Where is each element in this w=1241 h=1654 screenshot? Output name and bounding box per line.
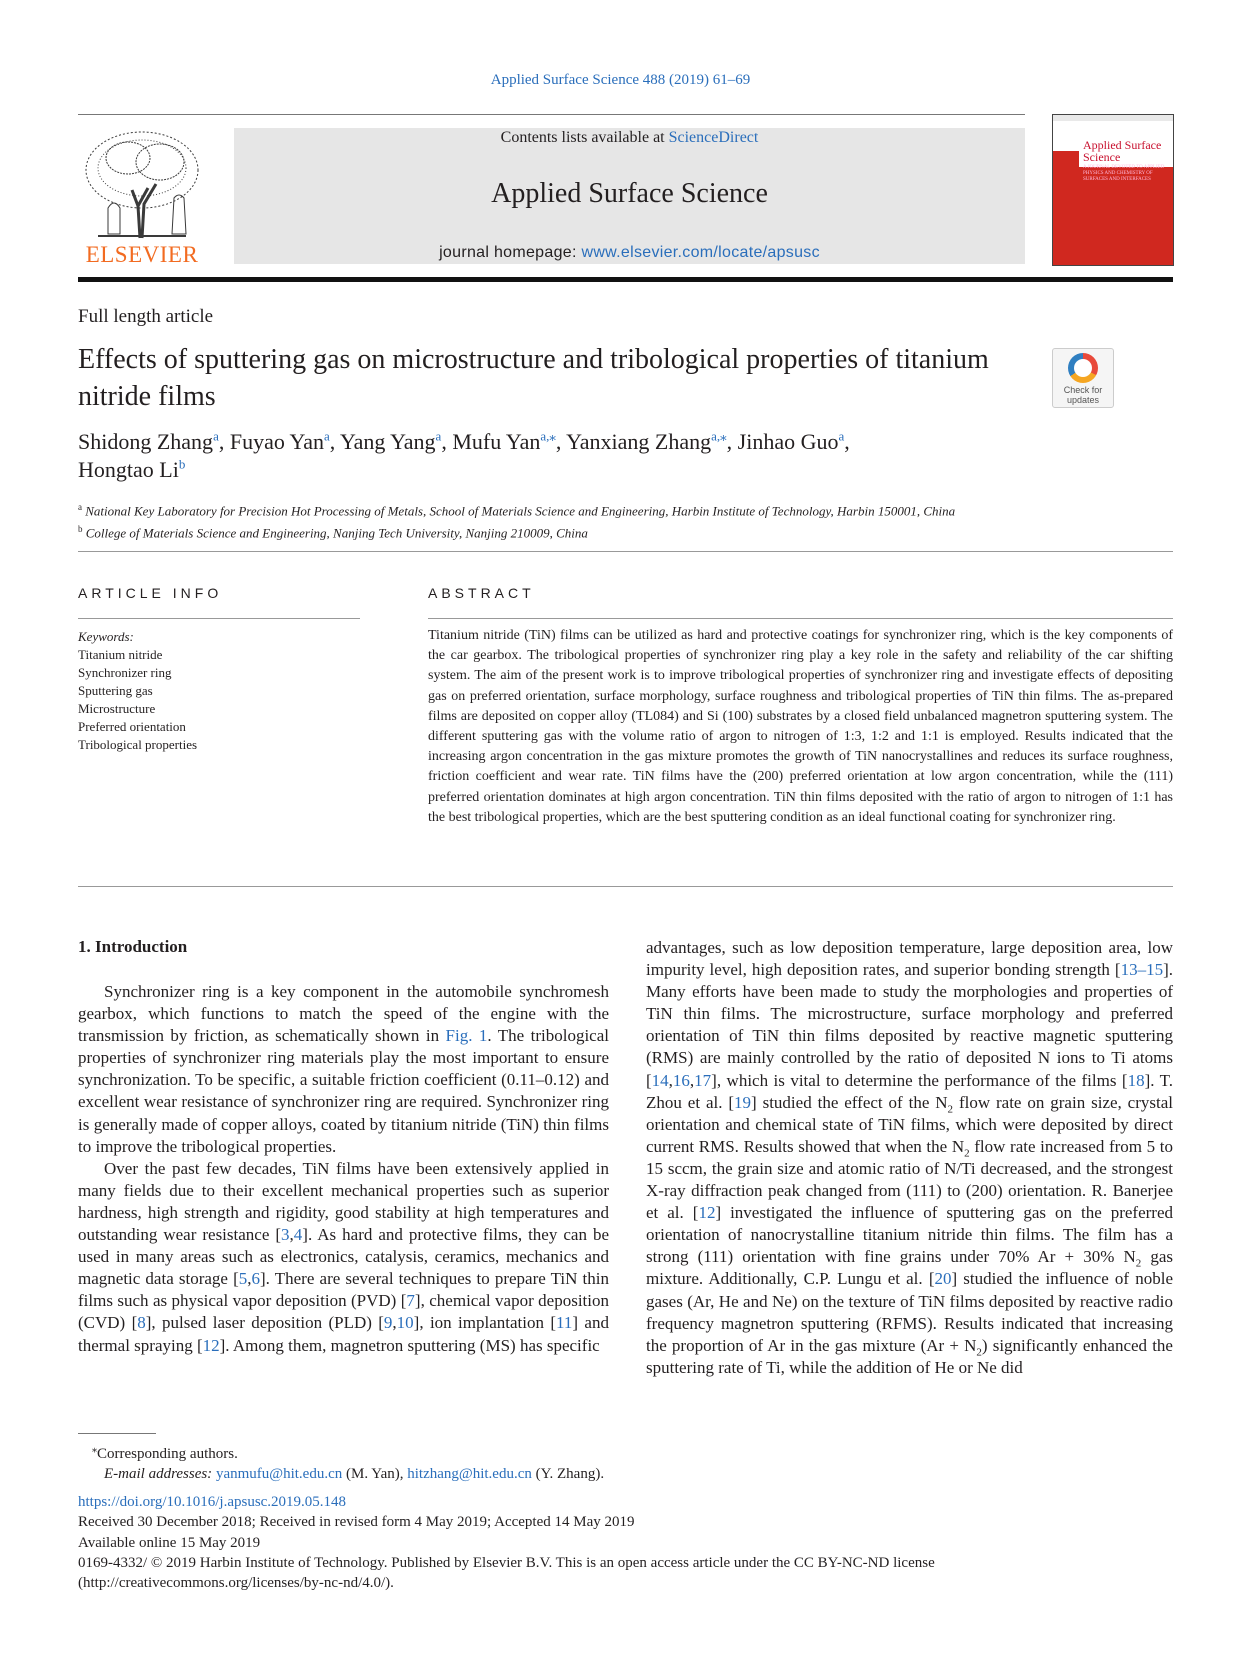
citation-link[interactable]: 13–15 <box>1120 960 1164 980</box>
homepage-link[interactable]: www.elsevier.com/locate/apsusc <box>581 244 820 261</box>
intro-paragraph-continued <box>646 937 1173 1379</box>
footnote-mark: ⁎ <box>92 1444 97 1455</box>
corresponding-note <box>92 1440 1092 1465</box>
body-text: ) significantly enhanced the sputtering rate of Ti, while the addition of He or Ne did <box>646 1335 1173 1377</box>
article-info-heading: ARTICLE INFO <box>78 585 223 601</box>
subscript: 2 <box>976 1346 982 1359</box>
body-text: , <box>689 1070 695 1090</box>
affiliation-item <box>78 498 1078 520</box>
contents-prefix: Contents lists available at <box>500 129 669 146</box>
subscript: 2 <box>947 1103 954 1116</box>
author-name: Fuyao Yan <box>229 429 324 454</box>
body-text: flow rate on grain size, crystal orientation and chemical state of TiN films, which were deposited by direct current RMS. Results showed that when the N <box>646 1092 1173 1156</box>
body-text: gas mixture. Additionally, C.P. Lungu et al. [ <box>646 1247 1173 1289</box>
figure-link[interactable]: Fig. 1 <box>445 1026 488 1046</box>
cover-title: Applied Surface Science <box>1079 137 1174 167</box>
body-text: ]. T. Zhou et al. [ <box>646 1070 1173 1112</box>
journal-banner <box>234 128 1025 264</box>
author-name: Yanxiang Zhang <box>566 429 712 454</box>
journal-homepage-line <box>234 244 1025 262</box>
article-title: Effects of sputtering gas on microstructure and tribological properties of titanium nitride films <box>78 344 989 412</box>
body-text: Over the past few decades, TiN films have been extensively applied in many fields due to their excellent mechanical properties such as superior hardness, high strength and rigidity, good stability at high temperatures and outstanding wear resistance [ <box>78 1158 609 1245</box>
citation-link[interactable]: 4 <box>293 1225 303 1245</box>
author-name: Jinhao Guo <box>737 429 839 454</box>
body-text: flow rate increased from 5 to 15 sccm, the grain size and atomic ratio of N/Ti decreased, and the strongest X-ray diffraction peak changed from (111) to (200) orientation. R. Banerjee et al. [ <box>646 1136 1174 1223</box>
abstract-heading: ABSTRACT <box>428 585 535 601</box>
author-affil-mark[interactable]: a <box>213 428 219 444</box>
received-dates: Received 30 December 2018; Received in revised form 4 May 2019; Accepted 14 May 2019 <box>78 1514 635 1531</box>
body-text: , <box>247 1269 252 1289</box>
author-name: Mufu Yan <box>452 429 541 454</box>
keyword-item: Sputtering gas <box>78 683 153 698</box>
keywords-label: Keywords: <box>78 629 134 644</box>
intro-paragraph-1 <box>78 981 609 1158</box>
email-owner: (Y. Zhang). <box>531 1465 605 1482</box>
citation-link[interactable]: 17 <box>694 1070 712 1090</box>
email-note <box>92 1465 1092 1485</box>
online-date: Available online 15 May 2019 <box>78 1534 261 1551</box>
article-info-rule <box>78 618 360 619</box>
affiliation-text: College of Materials Science and Engineering, Nanjing Tech University, Nanjing 210009, China <box>85 525 588 541</box>
body-text: ] and thermal spraying [ <box>78 1313 609 1355</box>
affiliations <box>78 498 1078 543</box>
article-footer <box>78 1492 1178 1593</box>
body-text: ]. Among them, magnetron sputtering (MS) has specific <box>219 1335 600 1355</box>
intro-paragraph-2 <box>78 1158 609 1357</box>
body-text: ], which is vital to determine the performance of the films [ <box>711 1070 1128 1090</box>
author-affil-mark[interactable]: a <box>435 428 442 444</box>
subscript: 2 <box>964 1147 970 1160</box>
keyword-item: Titanium nitride <box>78 647 163 662</box>
journal-title: Applied Surface Science <box>491 178 768 209</box>
body-text: ], pulsed laser deposition (PLD) [ <box>145 1313 384 1333</box>
article-type: Full length article <box>78 306 214 327</box>
author-name: Hongtao Li <box>78 457 179 482</box>
contents-line <box>234 128 1025 148</box>
body-text: , <box>668 1070 673 1090</box>
citation-link[interactable]: 9 <box>383 1313 393 1333</box>
author-affil-mark[interactable]: a <box>323 428 330 444</box>
body-text: ]. There are several techniques to prepare TiN thin films such as physical vapor deposition (PVD) [ <box>78 1269 609 1311</box>
body-text: ], chemical vapor deposition (CVD) [ <box>78 1291 609 1333</box>
citation-link[interactable]: 11 <box>556 1313 573 1333</box>
sciencedirect-link[interactable]: ScienceDirect <box>668 129 759 146</box>
author-name: Shidong Zhang <box>78 429 214 454</box>
cover-subtitle: A JOURNAL DEVOTED TO APPLIED PHYSICS AND CHEMISTRY OF SURFACES AND INTERFACES <box>1083 165 1165 182</box>
citation-link[interactable]: 7 <box>406 1291 415 1311</box>
author-affil-mark[interactable]: a <box>838 428 845 444</box>
citation-link[interactable]: 12 <box>202 1335 220 1355</box>
keywords-block <box>78 628 360 754</box>
body-column-left <box>78 981 609 1357</box>
journal-cover-thumbnail[interactable] <box>1052 114 1174 266</box>
abstract-rule <box>428 618 1173 619</box>
body-text: ] studied the effect of the N <box>751 1092 948 1112</box>
affiliation-mark: a <box>78 502 82 512</box>
author-affil-mark[interactable]: b <box>178 456 186 472</box>
keyword-item: Tribological properties <box>78 737 198 752</box>
footnote-rule <box>78 1433 156 1434</box>
check-updates-label: Check for updates <box>1063 385 1103 405</box>
affiliation-mark: b <box>78 524 83 535</box>
license-line: 0169-4332/ © 2019 Harbin Institute of Technology. Published by Elsevier B.V. This is an open access article under the CC BY-NC-ND license <box>78 1554 935 1571</box>
citation-link[interactable]: 12 <box>698 1203 716 1223</box>
author-affil-mark[interactable]: a,⁎ <box>540 428 556 444</box>
doi-link[interactable]: https://doi.org/10.1016/j.apsusc.2019.05.148 <box>78 1494 347 1510</box>
citation-link[interactable]: 8 <box>137 1313 146 1333</box>
section-heading-introduction: 1. Introduction <box>78 937 188 956</box>
body-text: ]. As hard and protective films, they can be used in many areas such as electronics, catalysis, ceramics, mechanics and magnetic data storage [ <box>78 1225 609 1289</box>
license-url[interactable]: (http://creativecommons.org/licenses/by-nc-nd/4.0/). <box>78 1575 394 1592</box>
body-text: . The tribological properties of synchronizer ring materials play the most important to ensure synchronization. To be specific, a suitable friction coefficient (0.11–0.12) and excellent wear resistance of synchronizer ring are required. Synchronizer ring is generally made of copper alloys, coated by titanium nitride (TiN) thin films to improve the tribological properties. <box>78 1026 609 1156</box>
body-text: ] investigated the influence of sputtering gas on the preferred orientation of nanocrystalline titanium nitride thin films. The film has a strong (111) orientation with fine grains under 70% Ar + 30% N <box>646 1203 1174 1267</box>
citation-link[interactable]: 16 <box>672 1070 690 1090</box>
keyword-item: Synchronizer ring <box>78 665 172 680</box>
citation-link[interactable]: 18 <box>1127 1070 1145 1090</box>
body-text: , <box>392 1313 397 1333</box>
email-owner: (M. Yan), <box>342 1465 408 1482</box>
citation-link[interactable]: 5 <box>238 1269 248 1289</box>
body-text: , <box>289 1225 294 1245</box>
elsevier-wordmark: ELSEVIER <box>85 242 199 267</box>
citation-link[interactable]: 14 <box>651 1070 669 1090</box>
author-name: Yang Yang <box>339 429 436 454</box>
body-text: ] studied the influence of noble gases (Ar, He and Ne) on the texture of TiN films deposited by reactive radio frequency magnetron sputtering (RFMS). Results indicated that increasing the proportion of Ar in the gas mixture (Ar + N <box>646 1269 1173 1355</box>
header-thick-rule <box>78 277 1173 282</box>
keyword-item: Microstructure <box>78 701 156 716</box>
header-rule <box>78 114 1025 115</box>
subscript: 2 <box>1135 1257 1142 1270</box>
section-rule <box>78 886 1173 887</box>
affiliation-text: National Key Laboratory for Precision Hot Processing of Metals, School of Materials Science and Engineering, Harbin Institute of Technology, Harbin 150001, China <box>85 503 956 519</box>
check-for-updates-button[interactable] <box>1052 348 1114 408</box>
abstract-text: Titanium nitride (TiN) films can be utilized as hard and protective coatings for synchronizer ring, which is the key components of the car gearbox. The tribological properties of synchronizer ring play a key role in the safety and reliability of the car shifting system. The aim of the present work is to improve tribological properties of synchronizer ring and investigate effects of depositing gas on preferred orientation, surface morphology, surface roughness and tribological properties of TiN thin films. The as-prepared films are deposited on copper alloy (TL084) and Si (100) substrates by a closed field unbalanced magnetron sputtering system. The different sputtering gas with the volume ratio of argon to nitrogen of 1:3, 1:2 and 1:1 is employed. Results indicated that the increasing argon concentration in the gas mixture promotes the growth of TiN nanocrystallines and reduces its surface roughness, friction coefficient and wear rate. TiN films have the (200) preferred orientation at low argon concentration, while the (111) preferred orientation dominates at high argon concentration. TiN thin films deposited with the ratio of argon to nitrogen of 1:1 has the best tribological properties, which are the best sputtering condition as an ideal functional coating for synchronizer ring. <box>428 628 1173 825</box>
cover-top-bar <box>1053 115 1173 121</box>
author-list: Shidong Zhang$^a$, Fuyao Yan$^a$, Yang Yang$^a$, Mufu Yan$^{a,⁎}$, Yanxiang Zhang$^{a,⁎}$, Jinhao Guo$^a$, Hongtao Li$^b$ <box>78 428 850 482</box>
email-link[interactable]: yanmufu@hit.edu.cn <box>215 1465 343 1482</box>
body-text: Synchronizer ring is a key component in the automobile synchromesh gearbox, which functions to match the speed of the engine with the transmission by friction, as schematically shown in <box>78 982 609 1046</box>
citation-link[interactable]: 20 <box>934 1269 952 1289</box>
citation-link[interactable]: 19 <box>734 1092 752 1112</box>
check-updates-icon-center <box>1074 359 1092 377</box>
keyword-item: Preferred orientation <box>78 719 186 734</box>
citation-link[interactable]: 6 <box>251 1269 261 1289</box>
section-rule <box>78 551 1173 552</box>
body-text: ], ion implantation [ <box>413 1313 557 1333</box>
homepage-prefix: journal homepage: <box>439 244 582 261</box>
author-affil-mark[interactable]: a,⁎ <box>711 428 727 444</box>
citation-link[interactable]: 10 <box>396 1313 414 1333</box>
email-link[interactable]: hitzhang@hit.edu.cn <box>407 1465 532 1482</box>
body-column-right <box>646 937 1173 1379</box>
journal-reference-link[interactable]: Applied Surface Science 488 (2019) 61–69 <box>490 72 751 88</box>
body-text: advantages, such as low deposition temperature, large deposition area, low impurity level, high deposition rates, and superior bonding strength [ <box>646 938 1173 980</box>
corresponding-text: Corresponding authors. <box>97 1446 238 1462</box>
citation-link[interactable]: 3 <box>281 1225 290 1245</box>
affiliation-item <box>78 520 1078 542</box>
email-label: E-mail addresses: <box>104 1465 213 1482</box>
body-text: ]. Many efforts have been made to study the morphologies and properties of TiN thin films. The microstructure, surface morphology and preferred orientation of TiN thin films deposited by reactive magnetic sputtering (RMS) are mainly controlled by the ratio of deposited N ions to Ti atoms [ <box>646 960 1173 1090</box>
footnotes <box>92 1440 1092 1484</box>
